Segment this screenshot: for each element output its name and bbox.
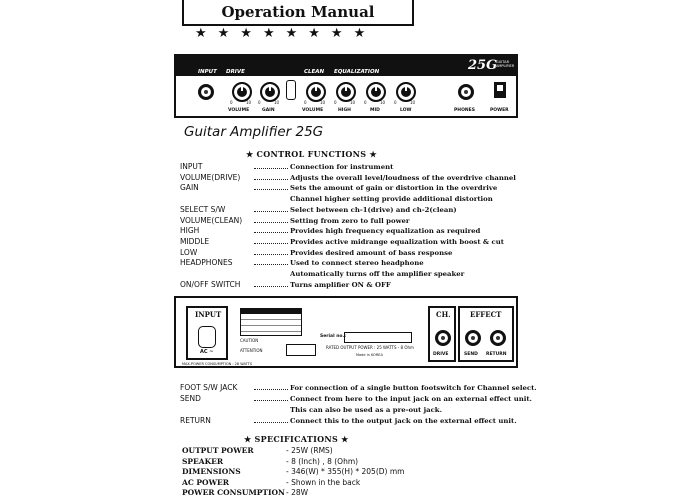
item-label: ON/OFF SWITCH bbox=[180, 279, 241, 289]
footswitch-jack[interactable] bbox=[435, 330, 451, 346]
specifications-title: ★ SPECIFICATIONS ★ bbox=[244, 434, 349, 444]
dotted-leader bbox=[254, 189, 288, 190]
product-heading: Guitar Amplifier 25G bbox=[184, 124, 324, 140]
list-item bbox=[180, 279, 391, 290]
item-description: Connect from here to the input jack on an external effect unit. bbox=[290, 395, 532, 403]
spec-value: - 346(W) * 355(H) * 205(D) mm bbox=[286, 467, 405, 476]
spec-value: - Shown in the back bbox=[286, 477, 361, 487]
volume-drive-label: VOLUME bbox=[228, 108, 250, 113]
list-item bbox=[180, 226, 481, 236]
tick-high: 10 bbox=[246, 100, 252, 105]
equalization-label: EQUALIZATION bbox=[334, 69, 380, 75]
volume-drive-knob[interactable] bbox=[232, 82, 252, 102]
manual-title-box bbox=[182, 0, 414, 26]
warning-label bbox=[286, 344, 316, 356]
ac-inlet bbox=[198, 326, 216, 348]
dotted-leader bbox=[254, 389, 288, 390]
item-description: Adjusts the overall level/loudness of the overdrive channel bbox=[290, 173, 516, 182]
dotted-leader bbox=[254, 222, 288, 223]
phones-label: PHONES bbox=[454, 108, 475, 113]
item-description: Setting from zero to full power bbox=[290, 216, 410, 225]
dotted-leader bbox=[254, 211, 288, 212]
list-item bbox=[180, 394, 532, 404]
attention-text: ATTENTION bbox=[240, 348, 263, 353]
send-jack-label: SEND bbox=[464, 352, 478, 357]
power-switch[interactable] bbox=[494, 82, 506, 98]
item-label: SELECT S/W bbox=[180, 204, 226, 214]
list-item bbox=[180, 383, 537, 393]
list-item bbox=[180, 247, 453, 258]
list-item bbox=[180, 172, 516, 183]
list-item bbox=[180, 416, 517, 426]
dotted-leader bbox=[254, 254, 288, 255]
item-label: VOLUME(DRIVE) bbox=[180, 172, 241, 182]
title-stars: ★★★★★★★★ bbox=[195, 26, 377, 41]
made-in: Made in KOREA bbox=[356, 353, 383, 357]
select-switch[interactable] bbox=[286, 80, 296, 100]
list-item bbox=[180, 204, 457, 215]
clean-label: CLEAN bbox=[304, 69, 325, 75]
tick-high: 10 bbox=[274, 100, 280, 105]
caution-text: CAUTION bbox=[240, 338, 259, 343]
dotted-leader bbox=[254, 232, 288, 233]
rear-input-box bbox=[186, 306, 228, 360]
tick-high: 10 bbox=[320, 100, 326, 105]
tick-low: 0 bbox=[304, 100, 307, 105]
item-description: Used to connect stereo headphone bbox=[290, 259, 424, 268]
item-description: Connection for instrument bbox=[290, 163, 394, 171]
rated-output: RATED OUTPUT POWER : 25 WATTS - 8 Ohm bbox=[326, 345, 414, 350]
volume-clean-knob[interactable] bbox=[306, 82, 326, 102]
dotted-leader bbox=[254, 264, 288, 265]
control-functions-title: ★ CONTROL FUNCTIONS ★ bbox=[246, 149, 377, 159]
tick-high: 10 bbox=[380, 100, 386, 105]
input-jack[interactable] bbox=[198, 84, 214, 100]
spec-key: AC POWER bbox=[182, 477, 229, 487]
item-description: This can also be used as a pre-out jack. bbox=[290, 406, 442, 414]
low-knob[interactable] bbox=[396, 82, 416, 102]
rear-panel-diagram bbox=[174, 296, 518, 368]
high-label: HIGH bbox=[338, 108, 351, 113]
item-description: Provides desired amount of bass response bbox=[290, 248, 453, 257]
effect-box bbox=[458, 306, 514, 362]
item-label: MIDDLE bbox=[180, 236, 210, 246]
model-sub-label: GUITAR AMPLIFIER bbox=[496, 60, 515, 68]
spec-key: OUTPUT POWER bbox=[182, 446, 254, 455]
front-panel-diagram bbox=[174, 54, 518, 118]
dotted-leader bbox=[254, 168, 288, 169]
tick-low: 0 bbox=[394, 100, 397, 105]
tick-low: 0 bbox=[364, 100, 367, 105]
spec-value: - 28W bbox=[286, 488, 309, 497]
input-label: INPUT bbox=[198, 69, 217, 75]
drive-label: DRIVE bbox=[226, 69, 245, 75]
item-label: GAIN bbox=[180, 183, 199, 193]
dotted-leader bbox=[254, 286, 288, 287]
mid-knob[interactable] bbox=[366, 82, 386, 102]
spec-key: POWER CONSUMPTION bbox=[182, 488, 285, 497]
list-item bbox=[180, 215, 410, 226]
item-description: Select between ch-1(drive) and ch-2(clean) bbox=[290, 205, 457, 214]
list-item bbox=[180, 258, 424, 268]
volume-clean-label: VOLUME bbox=[302, 108, 324, 113]
gain-knob[interactable] bbox=[260, 82, 280, 102]
item-label: SEND bbox=[180, 394, 201, 403]
ac-label: AC ~ bbox=[200, 349, 214, 355]
list-item bbox=[180, 183, 498, 193]
dotted-leader bbox=[254, 179, 288, 180]
serial-box bbox=[344, 332, 412, 343]
item-description: Channel higher setting provide additional distortion bbox=[290, 195, 493, 204]
item-label: INPUT bbox=[180, 162, 203, 171]
tick-high: 10 bbox=[410, 100, 416, 105]
item-label: RETURN bbox=[180, 416, 211, 425]
item-description: Connect this to the output jack on the external effect unit. bbox=[290, 417, 517, 425]
gain-label: GAIN bbox=[262, 108, 275, 113]
list-item bbox=[180, 236, 504, 247]
item-label: HEADPHONES bbox=[180, 258, 233, 268]
drive-jack-label: DRIVE bbox=[433, 352, 449, 357]
tick-low: 0 bbox=[230, 100, 233, 105]
item-description: Turns amplifier ON & OFF bbox=[290, 280, 391, 289]
dotted-leader bbox=[254, 400, 288, 401]
effect-label: EFFECT bbox=[470, 310, 502, 319]
low-label: LOW bbox=[400, 108, 412, 113]
spec-value: - 8 (Inch) , 8 (Ohm) bbox=[286, 456, 359, 466]
tick-low: 0 bbox=[258, 100, 261, 105]
dotted-leader bbox=[254, 243, 288, 244]
return-jack[interactable] bbox=[490, 330, 506, 346]
spec-key: DIMENSIONS bbox=[182, 467, 241, 476]
mid-label: MID bbox=[370, 108, 380, 113]
phones-jack[interactable] bbox=[458, 84, 474, 100]
high-knob[interactable] bbox=[336, 82, 356, 102]
spec-key: SPEAKER bbox=[182, 456, 224, 466]
item-description: For connection of a single button footswitch for Channel select. bbox=[290, 384, 537, 392]
manual-title: Operation Manual bbox=[221, 3, 375, 21]
max-power-text: MAX.POWER CONSUMPTION : 28 WATTS bbox=[182, 362, 253, 366]
item-description: Provides high frequency equalization as required bbox=[290, 227, 481, 236]
spec-value: - 25W (RMS) bbox=[286, 446, 333, 455]
return-jack-label: RETURN bbox=[486, 352, 507, 357]
power-label: POWER bbox=[490, 108, 509, 113]
tick-high: 10 bbox=[350, 100, 356, 105]
item-label: VOLUME(CLEAN) bbox=[180, 215, 243, 225]
item-description: Automatically turns off the amplifier speaker bbox=[290, 270, 465, 278]
channel-label: CH. bbox=[436, 310, 451, 319]
dotted-leader bbox=[254, 422, 288, 423]
item-description: Provides active midrange equalization with boost & cut bbox=[290, 237, 504, 246]
channel-box bbox=[428, 306, 456, 362]
rear-input-label: INPUT bbox=[195, 310, 222, 319]
item-label: LOW bbox=[180, 247, 198, 257]
item-label: FOOT S/W JACK bbox=[180, 383, 238, 392]
model-logo: 25G bbox=[468, 58, 498, 73]
fuse-rating-table bbox=[240, 308, 302, 336]
serial-label: Serial no.: bbox=[320, 334, 347, 339]
send-jack[interactable] bbox=[465, 330, 481, 346]
list-item bbox=[180, 162, 394, 172]
item-label: HIGH bbox=[180, 226, 200, 236]
item-description: Sets the amount of gain or distortion in the overdrive bbox=[290, 184, 498, 193]
tick-low: 0 bbox=[334, 100, 337, 105]
